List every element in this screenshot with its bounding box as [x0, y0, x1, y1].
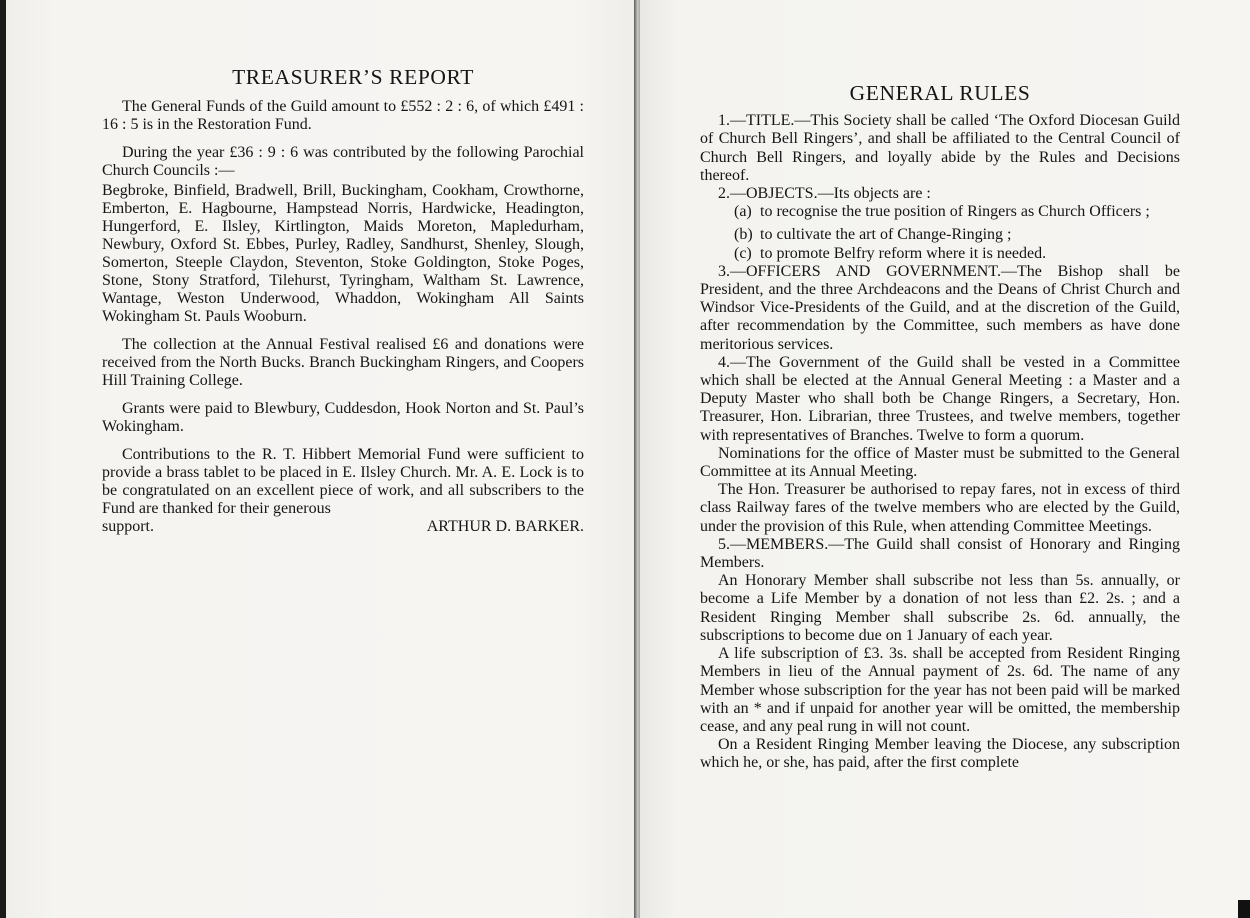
object-item — [700, 245, 1180, 263]
rule-5-leaving: On a Resident Ringing Member leaving the Diocese, any subscription which he, or she, has paid, after the first complete — [700, 736, 1180, 772]
object-text: to recognise the true position of Ringers as Church Officers ; — [760, 203, 1150, 221]
rule-4-government: 4.—The Government of the Guild shall be vested in a Committee which shall be elected at the Annual General Meeting : a Master and a Deputy Master who shall both be Change Ringers, a Secretary, Hon. Treasurer, Hon. Librarian, three Trustees, and twelve members, together with representatives of Branches. Twelve to form a quorum. — [700, 353, 1180, 444]
rule-4-fares: The Hon. Treasurer be authorised to repay fares, not in excess of third class Railway fares of the twelve members who are elected by the Guild, under the provision of this Rule, when attending Committee Meetings. — [700, 481, 1180, 535]
rule-5-members: 5.—MEMBERS.—The Guild shall consist of Honorary and Ringing Members. — [700, 535, 1180, 572]
signature: ARTHUR D. BARKER. — [426, 518, 584, 535]
rule-5-life: A life subscription of £3. 3s. shall be accepted from Resident Ringing Members in lieu of the Annual payment of 2s. 6d. The name of any Member whose subscription for the year has not been paid will be marked with an * and if unpaid for another year will be omitted, the membership cease, and any peal rung in will not count. — [700, 645, 1180, 735]
rule-3-officers: 3.—OFFICERS AND GOVERNMENT.—The Bishop shall be President, and the three Archdeacons and the Deans of Christ Church and Windsor Vice-Presidents of the Guild, and at the discretion of the Guild, after recommendation by the Committee, such members as have done meritorious services. — [700, 262, 1180, 353]
page-title: TREASURER’S REPORT — [232, 65, 474, 89]
object-text: to promote Belfry reform where it is needed. — [760, 244, 1047, 262]
signature-line — [102, 518, 584, 536]
object-mark: (a) — [734, 203, 752, 221]
rule-2-objects: 2.—OBJECTS.—Its objects are : — [718, 185, 931, 203]
paragraph-parish-list: Begbroke, Binfield, Bradwell, Brill, Buckingham, Cookham, Crowthorne, Emberton, E. Hagbourne, Hampstead Norris, Hardwicke, Headington, Hungerford, E. Ilsley, Kirtlington, Maids Moreton, Mapledurham, Newbury, Oxford St. Ebbes, Purley, Radley, Sandhurst, Shenley, Slough, Somerton, Steeple Claydon, Steventon, Stoke Goldington, Stoke Poges, Stone, Stony Stratford, Tilehurst, Tyringham, Waltham St. Lawrence, Wantage, Weston Underwood, Whaddon, Wokingham All Saints Wokingham St. Pauls Wooburn. — [102, 182, 584, 325]
page-title-rules: GENERAL RULES — [849, 81, 1031, 105]
corner-mark — [1238, 900, 1250, 918]
treasurers-report — [102, 65, 584, 536]
rule-4-nominations: Nominations for the office of Master must be submitted to the General Committee at its Annual Meeting. — [700, 444, 1180, 481]
object-mark: (b) — [734, 226, 753, 244]
rule-5-honorary: An Honorary Member shall subscribe not less than 5s. annually, or become a Life Member by a donation of not less than £2. 2s. ; and a Resident Ringing Member shall subscribe 2s. 6d. annually, the subscriptions to become due on 1 January of each year. — [700, 572, 1180, 644]
rule-1-title: 1.—TITLE.—This Society shall be called ‘The Oxford Diocesan Guild of Church Bell Ringers’, and shall be affiliated to the Central Council of Church Bell Ringers, and loyally abide by the Rules and Decisions thereof. — [700, 112, 1180, 184]
paragraph-memorial-fund: Contributions to the R. T. Hibbert Memorial Fund were sufficient to provide a brass tablet to be placed in E. Ilsley Church. Mr. A. E. Lock is to be congratulated on an excellent piece of work, and all subscribers to the Fund are thanked for their generous — [102, 446, 584, 517]
object-item — [700, 226, 1180, 244]
object-item — [700, 203, 1180, 221]
paragraph-grants: Grants were paid to Blewbury, Cuddesdon, Hook Norton and St. Paul’s Wokingham. — [102, 400, 584, 435]
paragraph-funds: The General Funds of the Guild amount to £552 : 2 : 6, of which £491 : 16 : 5 is in the Restoration Fund. — [102, 98, 584, 133]
closing-word: support. — [102, 518, 154, 535]
paragraph-contributions: During the year £36 : 9 : 6 was contributed by the following Parochial Church Councils :— — [102, 144, 584, 179]
object-text: to cultivate the art of Change-Ringing ; — [760, 226, 1012, 244]
object-mark: (c) — [734, 244, 752, 262]
paragraph-festival: The collection at the Annual Festival realised £6 and donations were received from the North Bucks. Branch Buckingham Ringers, and Coopers Hill Training College. — [102, 336, 584, 389]
general-rules — [700, 81, 1180, 773]
